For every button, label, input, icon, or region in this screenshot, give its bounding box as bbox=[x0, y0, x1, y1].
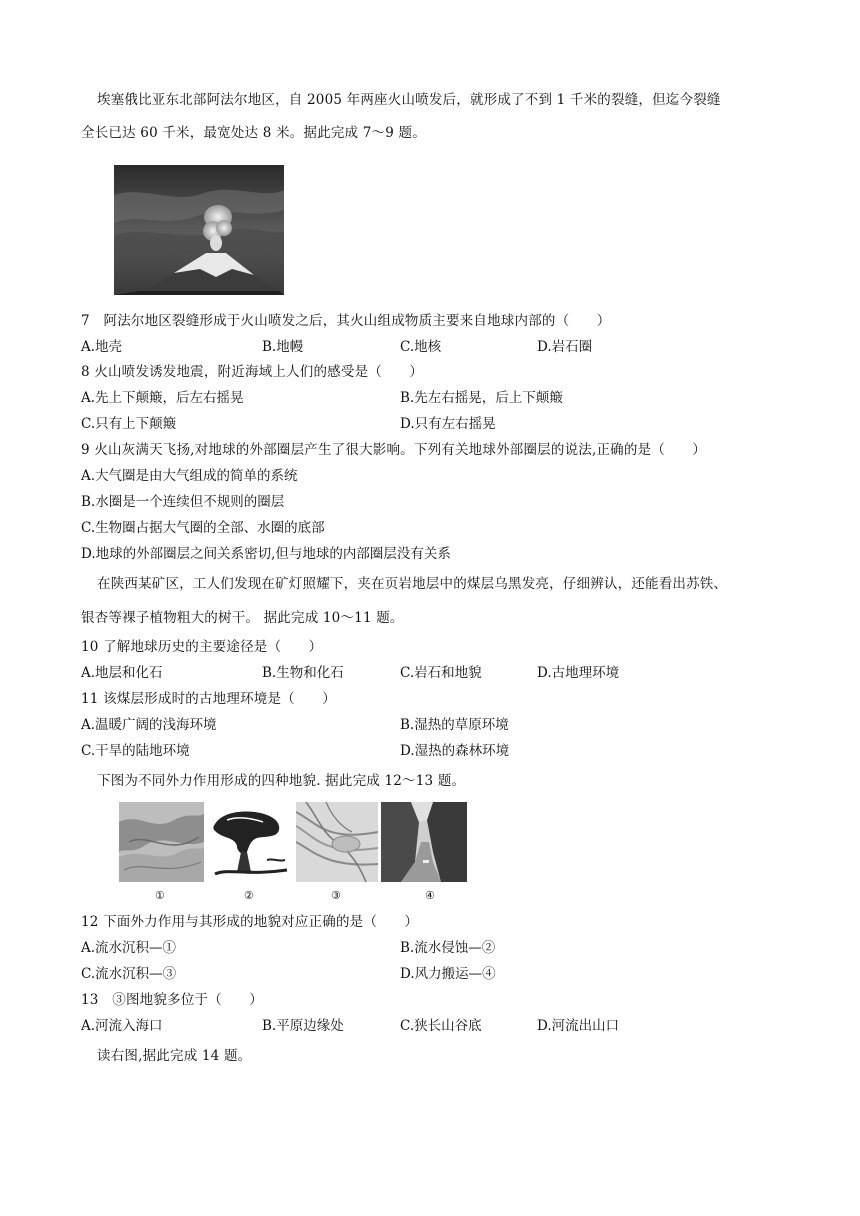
question-13-stem: 13 ③图地貌多位于（ ） bbox=[81, 992, 263, 1008]
question-8-option-b[interactable]: B.先左右摇晃，后上下颠簸 bbox=[400, 390, 563, 406]
question-11-option-a[interactable]: A.温暖广阔的浅海环境 bbox=[81, 717, 217, 733]
question-9-option-d[interactable]: D.地球的外部圈层之间关系密切,但与地球的内部圈层没有关系 bbox=[81, 546, 451, 562]
question-7-option-c[interactable]: C.地核 bbox=[400, 339, 442, 355]
question-7-option-a[interactable]: A.地壳 bbox=[81, 339, 123, 355]
question-9-option-c[interactable]: C.生物圈占据大气圈的全部、水圈的底部 bbox=[81, 520, 325, 536]
question-11-option-c[interactable]: C.干旱的陆地环境 bbox=[81, 743, 190, 759]
question-8-stem: 8 火山喷发诱发地震，附近海域上人们的感受是（ ） bbox=[81, 364, 424, 380]
question-8-option-d[interactable]: D.只有左右摇晃 bbox=[400, 416, 496, 432]
intro-paragraph-1-line-2: 全长已达 60 千米，最宽处达 8 米。据此完成 7～9 题。 bbox=[81, 125, 426, 141]
landform-4-river-gorge bbox=[381, 802, 467, 882]
question-12-stem: 12 下面外力作用与其形成的地貌对应正确的是（ ） bbox=[81, 914, 419, 930]
question-13-option-c[interactable]: C.狭长山谷底 bbox=[400, 1018, 482, 1034]
question-8-option-a[interactable]: A.先上下颠簸，后左右摇晃 bbox=[81, 390, 244, 406]
landform-2-label: ② bbox=[244, 889, 254, 902]
landform-3-label: ③ bbox=[331, 889, 341, 902]
question-10-option-b[interactable]: B.生物和化石 bbox=[262, 665, 344, 681]
question-7-option-d[interactable]: D.岩石圈 bbox=[537, 339, 593, 355]
question-9-option-a[interactable]: A.大气圈是由大气组成的简单的系统 bbox=[81, 468, 298, 484]
landform-3-alluvial-fan bbox=[296, 802, 378, 882]
question-10-option-a[interactable]: A.地层和化石 bbox=[81, 665, 163, 681]
question-10-option-d[interactable]: D.古地理环境 bbox=[537, 665, 620, 681]
question-12-option-d[interactable]: D.风力搬运—④ bbox=[400, 966, 496, 982]
question-11-stem: 11 该煤层形成时的古地理环境是（ ） bbox=[81, 691, 336, 707]
question-7-option-b[interactable]: B.地幔 bbox=[262, 339, 304, 355]
intro-paragraph-2-line-1: 在陕西某矿区，工人们发现在矿灯照耀下，夹在页岩地层中的煤层乌黑发亮，仔细辨认，还能看出苏铁、 bbox=[97, 576, 728, 592]
question-11-option-b[interactable]: B.湿热的草原环境 bbox=[400, 717, 509, 733]
volcano-eruption-photo bbox=[114, 165, 284, 295]
question-8-option-c[interactable]: C.只有上下颠簸 bbox=[81, 416, 177, 432]
landform-1-label: ① bbox=[155, 889, 165, 902]
question-12-option-a[interactable]: A.流水沉积—① bbox=[81, 940, 177, 956]
question-9-stem: 9 火山灰满天飞扬,对地球的外部圈层产生了很大影响。下列有关地球外部圈层的说法,正确的是（ ） bbox=[81, 442, 707, 458]
landform-1-sand-dunes bbox=[119, 802, 204, 882]
intro-paragraph-2-line-2: 银杏等裸子植物粗大的树干。 据此完成 10～11 题。 bbox=[81, 610, 404, 626]
question-7-stem: 7 阿法尔地区裂缝形成于火山喷发之后，其火山组成物质主要来自地球内部的（ ） bbox=[81, 313, 611, 329]
intro-paragraph-4: 读右图,据此完成 14 题。 bbox=[97, 1048, 252, 1064]
question-11-option-d[interactable]: D.湿热的森林环境 bbox=[400, 743, 510, 759]
landform-4-label: ④ bbox=[425, 889, 435, 902]
question-9-option-b[interactable]: B.水圈是一个连续但不规则的圈层 bbox=[81, 494, 285, 510]
question-10-stem: 10 了解地球历史的主要途径是（ ） bbox=[81, 639, 323, 655]
intro-paragraph-1-line-1: 埃塞俄比亚东北部阿法尔地区，自 2005 年两座火山喷发后，就形成了不到 1 千米的裂缝，但迄今裂缝 bbox=[97, 92, 721, 108]
question-12-option-b[interactable]: B.流水侵蚀—② bbox=[400, 940, 496, 956]
intro-paragraph-3: 下图为不同外力作用形成的四种地貌. 据此完成 12～13 题。 bbox=[97, 773, 466, 789]
question-13-option-b[interactable]: B.平原边缘处 bbox=[262, 1018, 344, 1034]
landform-2-mushroom-rock bbox=[207, 802, 293, 882]
question-12-option-c[interactable]: C.流水沉积—③ bbox=[81, 966, 177, 982]
question-13-option-a[interactable]: A.河流入海口 bbox=[81, 1018, 163, 1034]
question-10-option-c[interactable]: C.岩石和地貌 bbox=[400, 665, 482, 681]
question-13-option-d[interactable]: D.河流出山口 bbox=[537, 1018, 620, 1034]
